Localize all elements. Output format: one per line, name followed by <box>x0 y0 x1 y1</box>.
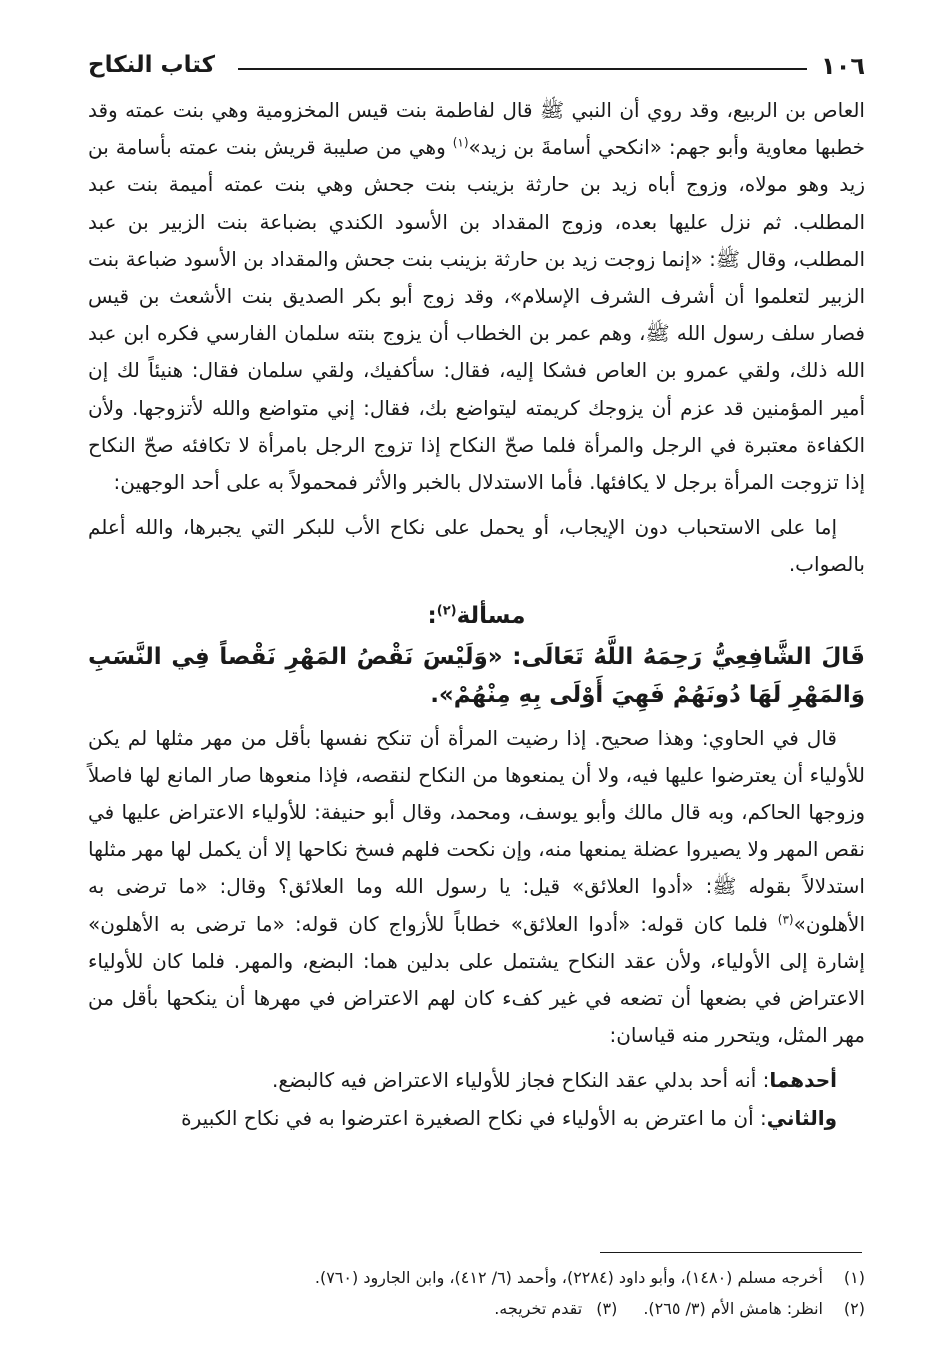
running-header <box>88 52 865 86</box>
footnote-2-3 <box>88 1293 865 1324</box>
section-colon: : <box>427 602 437 629</box>
section-title: مسألة <box>456 602 526 629</box>
footnote-1 <box>88 1262 865 1293</box>
footnote-ref-1: (١) <box>452 135 469 150</box>
footnote-3-number: (٣) <box>596 1299 618 1318</box>
point-2-text: : أن ما اعترض به الأولياء في نكاح الصغيرة اعترضوا به في نكاح الكبيرة <box>181 1105 767 1130</box>
point-2 <box>88 1100 865 1137</box>
paragraph-3-part-b: فلما كان قوله: «أدوا العلائق» خطاباً للأزواج كان قوله: «ما ترضى به الأهلون» إشارة إلى الأولياء، ولأن عقد النكاح يشتمل على بدلين هما: البضع، والمهر. فلما كان للأولياء الاعتراض في بضعها أن تضعه في غير كفء كان لهم الاعتراض في مهرها أن ينكحها بأقل من مهر المثل، ويتحرر منه قياسان: <box>88 911 865 1048</box>
main-text <box>88 92 865 1137</box>
footnote-1-text: أخرجه مسلم (١٤٨٠)، وأبو داود (٢٢٨٤)، وأحمد (٦/ ٤١٢)، وابن الجارود (٧٦٠). <box>314 1268 823 1287</box>
section-heading <box>88 598 865 634</box>
point-1 <box>88 1062 865 1099</box>
paragraph-1 <box>88 92 865 501</box>
footnote-ref-3: (٣) <box>777 912 794 926</box>
page-number: ١٠٦ <box>821 52 865 80</box>
footnote-rule <box>600 1252 862 1253</box>
paragraph-2: إما على الاستحباب دون الإيجاب، أو يحمل على نكاح الأب للبكر التي يجبرها، والله أعلم بالصواب. <box>88 515 865 577</box>
point-1-label: أحدهما <box>769 1068 837 1093</box>
book-title: كتاب النكاح <box>88 52 216 78</box>
footnotes <box>88 1262 865 1324</box>
footnote-1-number: (١) <box>843 1268 865 1287</box>
footnote-2-text: انظر: هامش الأم (٣/ ٢٦٥). <box>643 1299 823 1318</box>
paragraph-1-part-b: وهي من صليبة قريش بنت عمته بأسامة بن زيد وهو مولاه، وزوج أباه زيد بن حارثة بزينب بنت جحش وهي بنت عمته أميمة بنت عبد المطلب. ثم نزل عليها بعده، وزوج المقداد بن الأسود الكندي بضباعة بنت الزبير بن عبد المطلب، وقال ﷺ: «إنما زوجت زيد بن حارثة بزينب بنت جحش والمقداد بن الأسود ضباعة بنت الزبير لتعلموا أن أشرف الشرف الإسلام»، وقد زوج أبو بكر الصديق بنت الأشعث بن قيس فصار سلف رسول الله ﷺ، وهم عمر بن الخطاب أن يزوج بنته سلمان الفارسي فكره ابن عبد الله ذلك، ولقي عمرو بن العاص فشكا إليه، فقال: سأكفيك، ولقي سلمان فقال: هنيئاً لك إن أمير المؤمنين قد عزم أن يزوجك كريمته ليتواضع بك، فقال: إني متواضع والله لأتزوجها. ولأن الكفاءة معتبرة في الرجل والمرأة فلما صحّ النكاح إذا تزوج الرجل بامرأة لا تكافئه صحّ النكاح إذا تزوجت المرأة برجل لا يكافئها. فأما الاستدلال بالخبر والأثر فمحمولاً به على أحد الوجهين: <box>88 135 865 495</box>
header-rule <box>238 68 807 70</box>
paragraph-3-part-a: قال في الحاوي: وهذا صحيح. إذا رضيت المرأة أن تنكح نفسها بأقل من مهر مثلها لم يكن للأولياء أن يعترضوا عليها فيه، ولا أن يمنعوها من النكاح لنقصه، فإذا منعوها صار المانع لها فاصلاً وزوجها الحاكم، وبه قال مالك وأبو يوسف، ومحمد، وقال أبو حنيفة: للأولياء الاعتراض عليها في نقص المهر ولا يصيروا عضلة يمنعها منه، وإن نكحت فلهم فسخ نكاحها إلا أن يكمل لها مهر مثلها استدلالاً بقوله ﷺ: «أدوا العلائق» قيل: يا رسول الله وما العلائق؟ وقال: «ما ترضى به الأهلون» <box>88 725 865 936</box>
shafii-quote: قَالَ الشَّافِعِيُّ رَحِمَهُ اللَّهُ تَعَالَى: «وَلَيْسَ نَقْصُ المَهْرِ نَقْصاً فِي النَّسَبِ وَالمَهْرِ لَهَا دُونَهُمْ فَهِيَ أَوْلَى بِهِ مِنْهُمْ». <box>88 643 865 708</box>
footnote-3-text: تقدم تخريجه. <box>494 1299 583 1318</box>
paragraph-1-part-a: العاص بن الربيع، وقد روي أن النبي ﷺ قال لفاطمة بنت قيس المخزومية وهي بنت عمته وقد خطبها معاوية وأبو جهم: «انكحي أسامةَ بن زيد» <box>88 98 865 160</box>
paragraph-3 <box>88 720 865 1055</box>
footnote-ref-2: (٢) <box>436 602 457 618</box>
footnote-2-number: (٢) <box>843 1299 865 1318</box>
point-2-label: والثاني <box>766 1105 837 1130</box>
point-1-text: : أنه أحد بدلي عقد النكاح فجاز للأولياء الاعتراض فيه كالبضع. <box>272 1068 770 1093</box>
